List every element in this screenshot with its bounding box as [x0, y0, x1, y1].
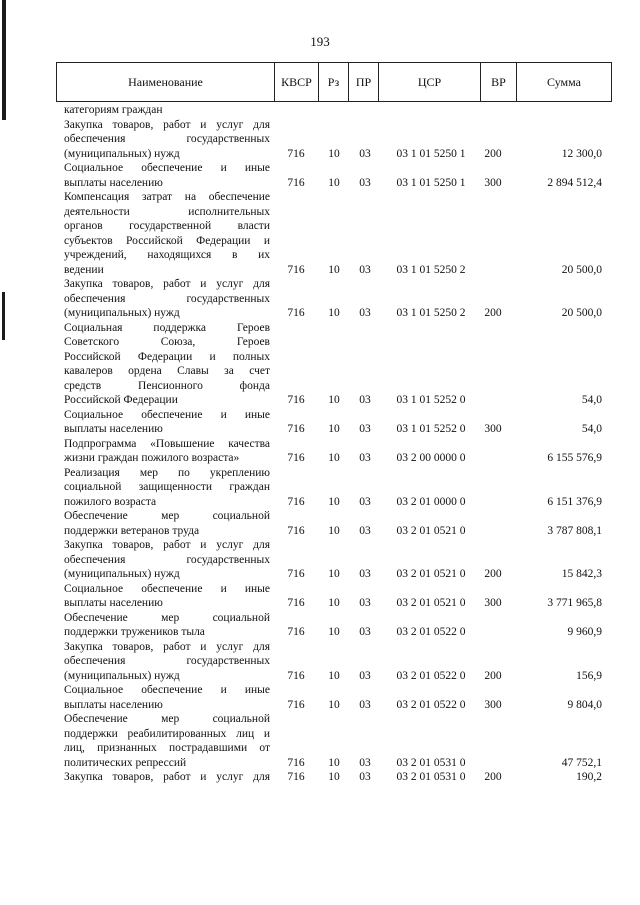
table-row [64, 698, 604, 713]
row-name: обеспечения государственных [64, 655, 270, 667]
table-row [64, 379, 604, 394]
row-kvsr: 716 [287, 263, 305, 276]
row-pr: 03 [359, 669, 371, 682]
table-row [64, 335, 604, 350]
table-row [64, 277, 604, 292]
table-body [64, 103, 604, 785]
row-rz: 10 [328, 524, 340, 537]
row-name: Социальное обеспечение и иные [64, 684, 270, 696]
table-row [64, 292, 604, 307]
row-name: Российской Федерации и полных [64, 350, 270, 363]
row-vr: 300 [484, 698, 502, 711]
row-rz: 10 [328, 756, 340, 769]
scan-edge-bar-mid [2, 292, 5, 340]
row-kvsr: 716 [287, 568, 305, 580]
row-pr: 03 [359, 176, 371, 189]
row-csr: 03 2 01 0531 0 [396, 756, 466, 769]
row-name: поддержки тружеников тыла [64, 626, 205, 638]
table-row [64, 205, 604, 220]
row-rz: 10 [328, 626, 340, 638]
table-row [64, 683, 604, 698]
row-kvsr: 716 [287, 597, 305, 609]
row-csr: 03 1 01 5252 0 [396, 423, 466, 435]
row-pr: 03 [359, 771, 371, 783]
row-sum: 3 771 965,8 [547, 597, 602, 609]
row-name: Закупка товаров, работ и услуг для [64, 278, 270, 290]
row-kvsr: 716 [287, 307, 305, 319]
row-kvsr: 716 [287, 524, 305, 537]
row-kvsr: 716 [287, 669, 305, 682]
row-name: обеспечения государственных [64, 292, 270, 305]
row-rz: 10 [328, 495, 340, 508]
header-rz: Рз [319, 63, 349, 101]
row-csr: 03 2 01 0521 0 [396, 524, 466, 537]
row-csr: 03 2 01 0531 0 [396, 771, 466, 783]
row-csr: 03 1 01 5250 1 [396, 147, 466, 160]
row-rz: 10 [328, 423, 340, 435]
table-row [64, 408, 604, 423]
row-rz: 10 [328, 698, 340, 711]
row-name: лиц, признанных пострадавшими от [64, 742, 270, 754]
row-name: Советского Союза, Героев [64, 336, 270, 348]
row-kvsr: 716 [287, 452, 305, 464]
header-sum: Сумма [547, 74, 581, 89]
table-row [64, 248, 604, 263]
table-row [64, 741, 604, 756]
table-row [64, 350, 604, 365]
row-name: обеспечения государственных [64, 553, 270, 566]
row-vr: 200 [484, 568, 502, 580]
row-name: Компенсация затрат на обеспечение [64, 191, 270, 203]
row-vr: 200 [484, 771, 502, 783]
table-row [64, 712, 604, 727]
row-name: выплаты населению [64, 698, 163, 711]
row-rz: 10 [328, 452, 340, 464]
row-csr: 03 2 00 0000 0 [396, 452, 466, 464]
row-rz: 10 [328, 307, 340, 319]
table-row [64, 625, 604, 640]
row-csr: 03 2 01 0522 0 [396, 626, 466, 638]
row-sum: 156,9 [576, 669, 602, 682]
row-name: органов государственной власти [64, 220, 270, 232]
row-pr: 03 [359, 263, 371, 276]
row-kvsr: 716 [287, 147, 305, 160]
table-row [64, 509, 604, 524]
row-name: Закупка товаров, работ и услуг для [64, 640, 270, 653]
row-name: поддержки ветеранов труда [64, 524, 200, 537]
row-vr: 300 [484, 176, 502, 189]
row-name: Социальное обеспечение и иные [64, 162, 270, 174]
row-name: категориям граждан [64, 104, 163, 116]
row-csr: 03 1 01 5252 0 [396, 394, 466, 406]
table-row [64, 147, 604, 162]
row-kvsr: 716 [287, 495, 305, 508]
table-row [64, 219, 604, 234]
row-name: деятельности исполнительных [64, 205, 270, 218]
table-row [64, 466, 604, 481]
scan-edge-bar-top [2, 0, 6, 120]
row-rz: 10 [328, 597, 340, 609]
table-row [64, 176, 604, 191]
table-row [64, 234, 604, 249]
row-name: ведении [64, 263, 104, 276]
row-pr: 03 [359, 307, 371, 319]
row-sum: 54,0 [581, 394, 602, 406]
row-pr: 03 [359, 147, 371, 160]
table-row [64, 727, 604, 742]
row-name: выплаты населению [64, 423, 163, 435]
row-name: Закупка товаров, работ и услуг для [64, 118, 270, 131]
row-name: Обеспечение мер социальной [64, 611, 270, 624]
row-rz: 10 [328, 263, 340, 276]
row-name: поддержки реабилитированных лиц и [64, 727, 270, 740]
row-csr: 03 2 01 0522 0 [396, 669, 466, 682]
table-row [64, 611, 604, 626]
row-kvsr: 716 [287, 698, 305, 711]
row-vr: 300 [484, 423, 502, 435]
table-row [64, 770, 604, 785]
row-vr: 200 [484, 147, 502, 160]
row-sum: 54,0 [581, 423, 602, 435]
row-rz: 10 [328, 771, 340, 783]
row-kvsr: 716 [287, 771, 305, 783]
row-name: субъектов Российской Федерации и [64, 234, 270, 247]
table-row [64, 495, 604, 510]
row-vr: 200 [484, 669, 502, 682]
row-name: Закупка товаров, работ и услуг для [64, 771, 270, 783]
row-name: Обеспечение мер социальной [64, 713, 270, 725]
row-sum: 47 752,1 [561, 756, 602, 769]
row-csr: 03 2 01 0521 0 [396, 597, 466, 609]
table-header [56, 62, 612, 102]
row-kvsr: 716 [287, 176, 305, 189]
row-csr: 03 2 01 0000 0 [396, 495, 466, 508]
row-rz: 10 [328, 147, 340, 160]
row-sum: 190,2 [576, 771, 602, 783]
row-name: выплаты населению [64, 597, 163, 609]
header-name: Наименование [57, 63, 275, 101]
row-name: выплаты населению [64, 176, 163, 189]
row-name: жизни граждан пожилого возраста» [64, 452, 240, 464]
row-pr: 03 [359, 597, 371, 609]
table-row [64, 263, 604, 278]
table-row [64, 480, 604, 495]
table-row [64, 640, 604, 655]
row-name: политических репрессий [64, 756, 187, 769]
header-csr: ЦСР [379, 63, 481, 101]
row-name: Закупка товаров, работ и услуг для [64, 539, 270, 551]
row-vr: 200 [484, 307, 502, 319]
table-row [64, 422, 604, 437]
table-row [64, 596, 604, 611]
row-rz: 10 [328, 669, 340, 682]
row-csr: 03 1 01 5250 2 [396, 263, 466, 276]
row-name: Реализация мер по укреплению [64, 466, 270, 479]
row-pr: 03 [359, 568, 371, 580]
row-name: Обеспечение мер социальной [64, 510, 270, 522]
table-row [64, 393, 604, 408]
row-sum: 2 894 512,4 [547, 176, 602, 189]
row-sum: 20 500,0 [561, 263, 602, 276]
table-row [64, 524, 604, 539]
table-row [64, 582, 604, 597]
row-sum: 6 155 576,9 [547, 452, 602, 464]
row-pr: 03 [359, 495, 371, 508]
row-pr: 03 [359, 423, 371, 435]
row-sum: 15 842,3 [561, 568, 602, 580]
row-name: Социальное обеспечение и иные [64, 582, 270, 595]
row-kvsr: 716 [287, 394, 305, 406]
row-pr: 03 [359, 524, 371, 537]
row-name: Российской Федерации [64, 394, 178, 406]
row-pr: 03 [359, 626, 371, 638]
table-row [64, 103, 604, 118]
row-rz: 10 [328, 176, 340, 189]
row-rz: 10 [328, 568, 340, 580]
row-name: Социальное обеспечение и иные [64, 408, 270, 421]
row-pr: 03 [359, 452, 371, 464]
row-pr: 03 [359, 756, 371, 769]
row-name: обеспечения государственных [64, 133, 270, 145]
row-name: социальной защищенности граждан [64, 481, 270, 493]
row-csr: 03 2 01 0521 0 [396, 568, 466, 580]
table-row [64, 654, 604, 669]
table-row [64, 538, 604, 553]
row-vr: 300 [484, 597, 502, 609]
row-name: (муниципальных) нужд [64, 307, 180, 319]
row-kvsr: 716 [287, 756, 305, 769]
row-name: Социальная поддержка Героев [64, 321, 270, 334]
row-sum: 12 300,0 [561, 147, 602, 160]
row-sum: 3 787 808,1 [547, 524, 602, 537]
header-pr: ПР [349, 63, 379, 101]
table-row [64, 118, 604, 133]
row-name: (муниципальных) нужд [64, 669, 180, 682]
row-name: учреждений, находящихся в их [64, 249, 270, 261]
row-pr: 03 [359, 394, 371, 406]
row-csr: 03 2 01 0522 0 [396, 698, 466, 711]
row-pr: 03 [359, 698, 371, 711]
header-vr: ВР [481, 63, 517, 101]
row-rz: 10 [328, 394, 340, 406]
table-row [64, 756, 604, 771]
table-row [64, 364, 604, 379]
row-name: средств Пенсионного фонда [64, 379, 270, 392]
header-kvsr: КВСР [275, 63, 319, 101]
row-sum: 9 804,0 [567, 698, 602, 711]
row-sum: 9 960,9 [567, 626, 602, 638]
table-row [64, 451, 604, 466]
table-row [64, 437, 604, 452]
row-csr: 03 1 01 5250 2 [396, 307, 466, 319]
row-csr: 03 1 01 5250 1 [396, 176, 466, 189]
row-sum: 6 151 376,9 [547, 495, 602, 508]
row-name: кавалеров ордена Славы за счет [64, 365, 270, 377]
row-name: (муниципальных) нужд [64, 568, 180, 580]
table-row [64, 161, 604, 176]
row-name: пожилого возраста [64, 495, 157, 508]
page-number: 193 [310, 34, 330, 49]
row-kvsr: 716 [287, 423, 305, 435]
row-name: Подпрограмма «Повышение качества [64, 437, 270, 450]
table-row [64, 306, 604, 321]
table-row [64, 669, 604, 684]
table-row [64, 553, 604, 568]
row-name: (муниципальных) нужд [64, 147, 180, 160]
table-row [64, 321, 604, 336]
table-row [64, 567, 604, 582]
table-row [64, 190, 604, 205]
table-row [64, 132, 604, 147]
row-sum: 20 500,0 [561, 307, 602, 319]
row-kvsr: 716 [287, 626, 305, 638]
